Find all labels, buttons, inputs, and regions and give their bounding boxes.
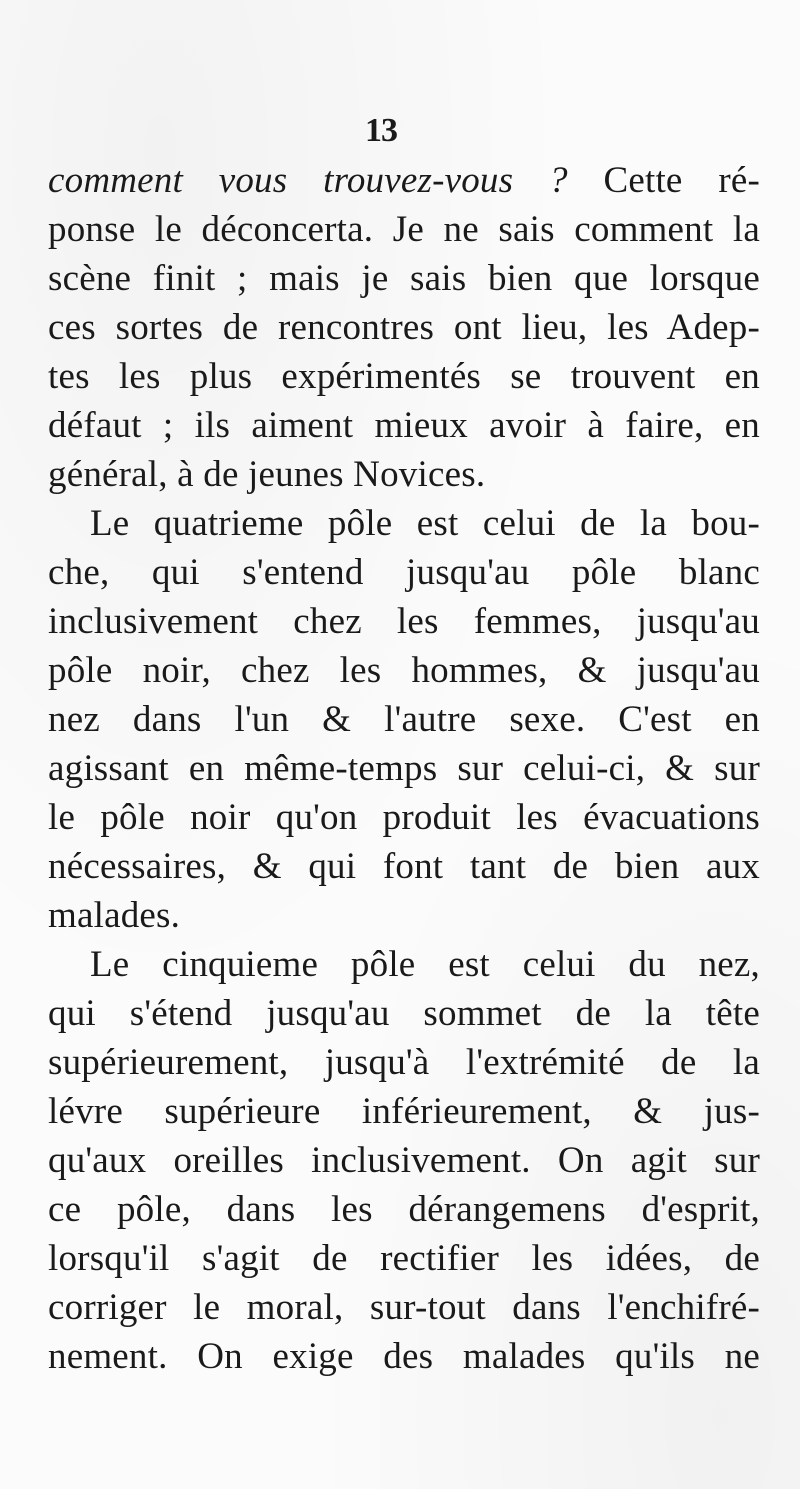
- text-line: qu'aux oreilles inclusivement. On agit sur: [48, 1140, 760, 1181]
- text-line: scène finit ; mais je sais bien que lorsque: [48, 258, 760, 299]
- text-line: ponse le déconcerta. Je ne sais comment la: [48, 209, 760, 250]
- text-line: lorsqu'il s'agit de rectifier les idées, de: [48, 1238, 760, 1279]
- text-line: inclusivement chez les femmes, jusqu'au: [48, 601, 760, 642]
- page-text: [48, 156, 760, 1381]
- text-line: ce pôle, dans les dérangemens d'esprit,: [48, 1189, 760, 1230]
- italic-phrase: comment vous trouvez-vous ?: [48, 160, 568, 201]
- text-line: lévre supérieure inférieurement, & jus-: [48, 1091, 760, 1132]
- text-line: ces sortes de rencontres ont lieu, les Adep-: [48, 307, 760, 348]
- text-line: corriger le moral, sur-tout dans l'enchifré-: [48, 1287, 760, 1328]
- text-line: qui s'étend jusqu'au sommet de la tête: [48, 993, 760, 1034]
- line-text: Cette ré-: [567, 160, 760, 201]
- text-line: agissant en même-temps sur celui-ci, & sur: [48, 748, 760, 789]
- page-number: 13: [365, 112, 397, 149]
- text-line: défaut ; ils aiment mieux avoir à faire, en: [48, 405, 760, 446]
- paragraph-start-line: Le cinquieme pôle est celui du nez,: [90, 944, 760, 985]
- text-line: che, qui s'entend jusqu'au pôle blanc: [48, 552, 760, 593]
- text-line: supérieurement, jusqu'à l'extrémité de la: [48, 1042, 760, 1083]
- text-line: pôle noir, chez les hommes, & jusqu'au: [48, 650, 760, 691]
- text-line: général, à de jeunes Novices.: [48, 454, 486, 495]
- text-line: nécessaires, & qui font tant de bien aux: [48, 846, 760, 887]
- text-line: [48, 156, 760, 205]
- text-line: tes les plus expérimentés se trouvent en: [48, 356, 760, 397]
- text-line: nez dans l'un & l'autre sexe. C'est en: [48, 699, 760, 740]
- text-line: le pôle noir qu'on produit les évacuations: [48, 797, 760, 838]
- text-line: malades.: [48, 895, 181, 936]
- text-line: nement. On exige des malades qu'ils ne: [48, 1336, 760, 1377]
- paragraph-start-line: Le quatrieme pôle est celui de la bou-: [90, 503, 760, 544]
